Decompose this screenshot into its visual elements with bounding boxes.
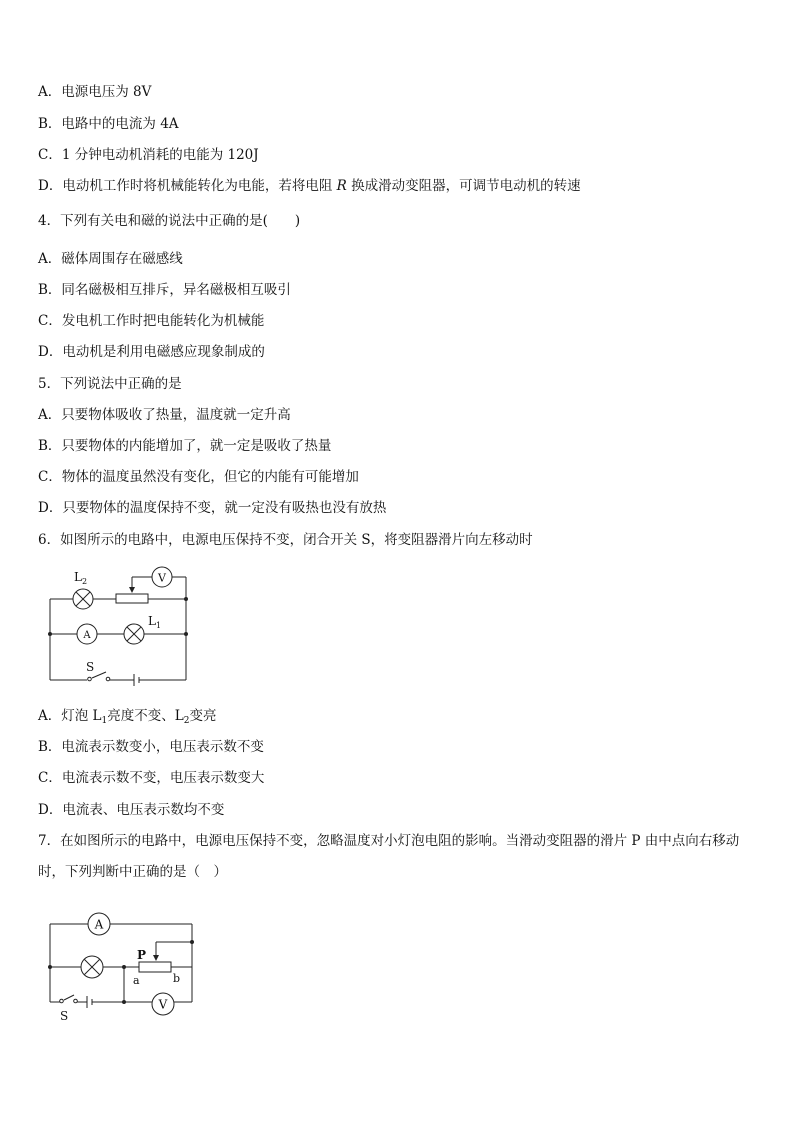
q6-label-l2-sub: 2 — [81, 577, 88, 586]
q5-option-d: D．只要物体的温度保持不变，就一定没有吸热也没有放热 — [38, 500, 387, 516]
q4-stem: 4．下列有关电和磁的说法中正确的是( ) — [38, 213, 301, 229]
q6-option-a-sub2: 2 — [183, 716, 190, 726]
q7-voltmeter-label: V — [158, 997, 168, 1012]
q3-option-b: B．电路中的电流为 4A — [38, 116, 179, 132]
q6-option-a-pre: A．灯泡 L — [38, 708, 102, 724]
q6-lamp-l1-icon — [124, 624, 144, 644]
q4-option-d: D．电动机是利用电磁感应现象制成的 — [38, 344, 265, 360]
q4-option-c: C．发电机工作时把电能转化为机械能 — [38, 313, 265, 329]
q6-label-l2-main: L — [74, 570, 82, 584]
q6-stem: 6．如图所示的电路中，电源电压保持不变，闭合开关 S，将变阻器滑片向左移动时 — [38, 532, 533, 548]
q6-lamp-l2-icon — [73, 589, 93, 609]
q5-option-a: A．只要物体吸收了热量，温度就一定升高 — [38, 407, 291, 423]
q7-label-a: a — [133, 974, 140, 987]
q3-option-d-pre: D．电动机工作时将机械能转化为电能，若将电阻 — [38, 178, 337, 194]
q6-option-b: B．电流表示数变小，电压表示数不变 — [38, 739, 264, 755]
q6-label-switch: S — [86, 660, 95, 674]
q7-label-switch: S — [60, 1009, 69, 1023]
q6-label-l1-main: L — [148, 614, 156, 628]
q7-label-b: b — [173, 972, 181, 985]
q6-ammeter-icon — [77, 624, 97, 644]
q6-circuit-diagram — [40, 562, 200, 692]
q7-ammeter-icon — [88, 913, 110, 935]
q6-voltmeter-label: V — [158, 571, 166, 585]
q5-option-b: B．只要物体的内能增加了，就一定是吸收了热量 — [38, 438, 332, 454]
q6-option-a-post: 变亮 — [189, 708, 217, 724]
q7-stem-line2: 时，下列判断中正确的是（ ） — [38, 864, 227, 880]
q6-option-d: D．电流表、电压表示数均不变 — [38, 802, 225, 818]
q3-option-c: C．1 分钟电动机消耗的电能为 120J — [38, 147, 259, 163]
q7-circuit-diagram — [40, 904, 210, 1024]
q6-voltmeter-icon — [152, 567, 172, 587]
q3-option-a: A．电源电压为 8V — [38, 84, 152, 100]
q5-option-c: C．物体的温度虽然没有变化，但它的内能有可能增加 — [38, 469, 359, 485]
q6-option-c: C．电流表示数不变，电压表示数变大 — [38, 770, 265, 786]
q6-ammeter-label: A — [83, 630, 91, 641]
q3-option-d — [38, 177, 581, 195]
q7-ammeter-label: A — [94, 917, 104, 932]
q6-label-l1-sub: 1 — [155, 621, 162, 630]
q7-label-p: P — [137, 948, 147, 962]
q6-label-l2 — [74, 570, 87, 586]
q4-option-a: A．磁体周围存在磁感线 — [38, 251, 183, 267]
q6-option-a — [38, 707, 216, 730]
q7-voltmeter-icon — [152, 993, 174, 1015]
q6-option-a-mid: 亮度不变、L — [107, 708, 184, 724]
q6-label-l1 — [148, 614, 161, 630]
q6-option-a-sub1: 1 — [101, 716, 108, 726]
q5-stem: 5．下列说法中正确的是 — [38, 376, 182, 392]
q3-option-d-post: 换成滑动变阻器，可调节电动机的转速 — [346, 178, 581, 194]
q7-stem-line1: 7．在如图所示的电路中，电源电压保持不变，忽略温度对小灯泡电阻的影响。当滑动变阻器的滑片 P 由中点向右移动 — [38, 833, 740, 849]
q7-lamp-icon — [81, 956, 103, 978]
q4-option-b: B．同名磁极相互排斥，异名磁极相互吸引 — [38, 282, 291, 298]
q3-option-d-r: R — [336, 178, 347, 194]
